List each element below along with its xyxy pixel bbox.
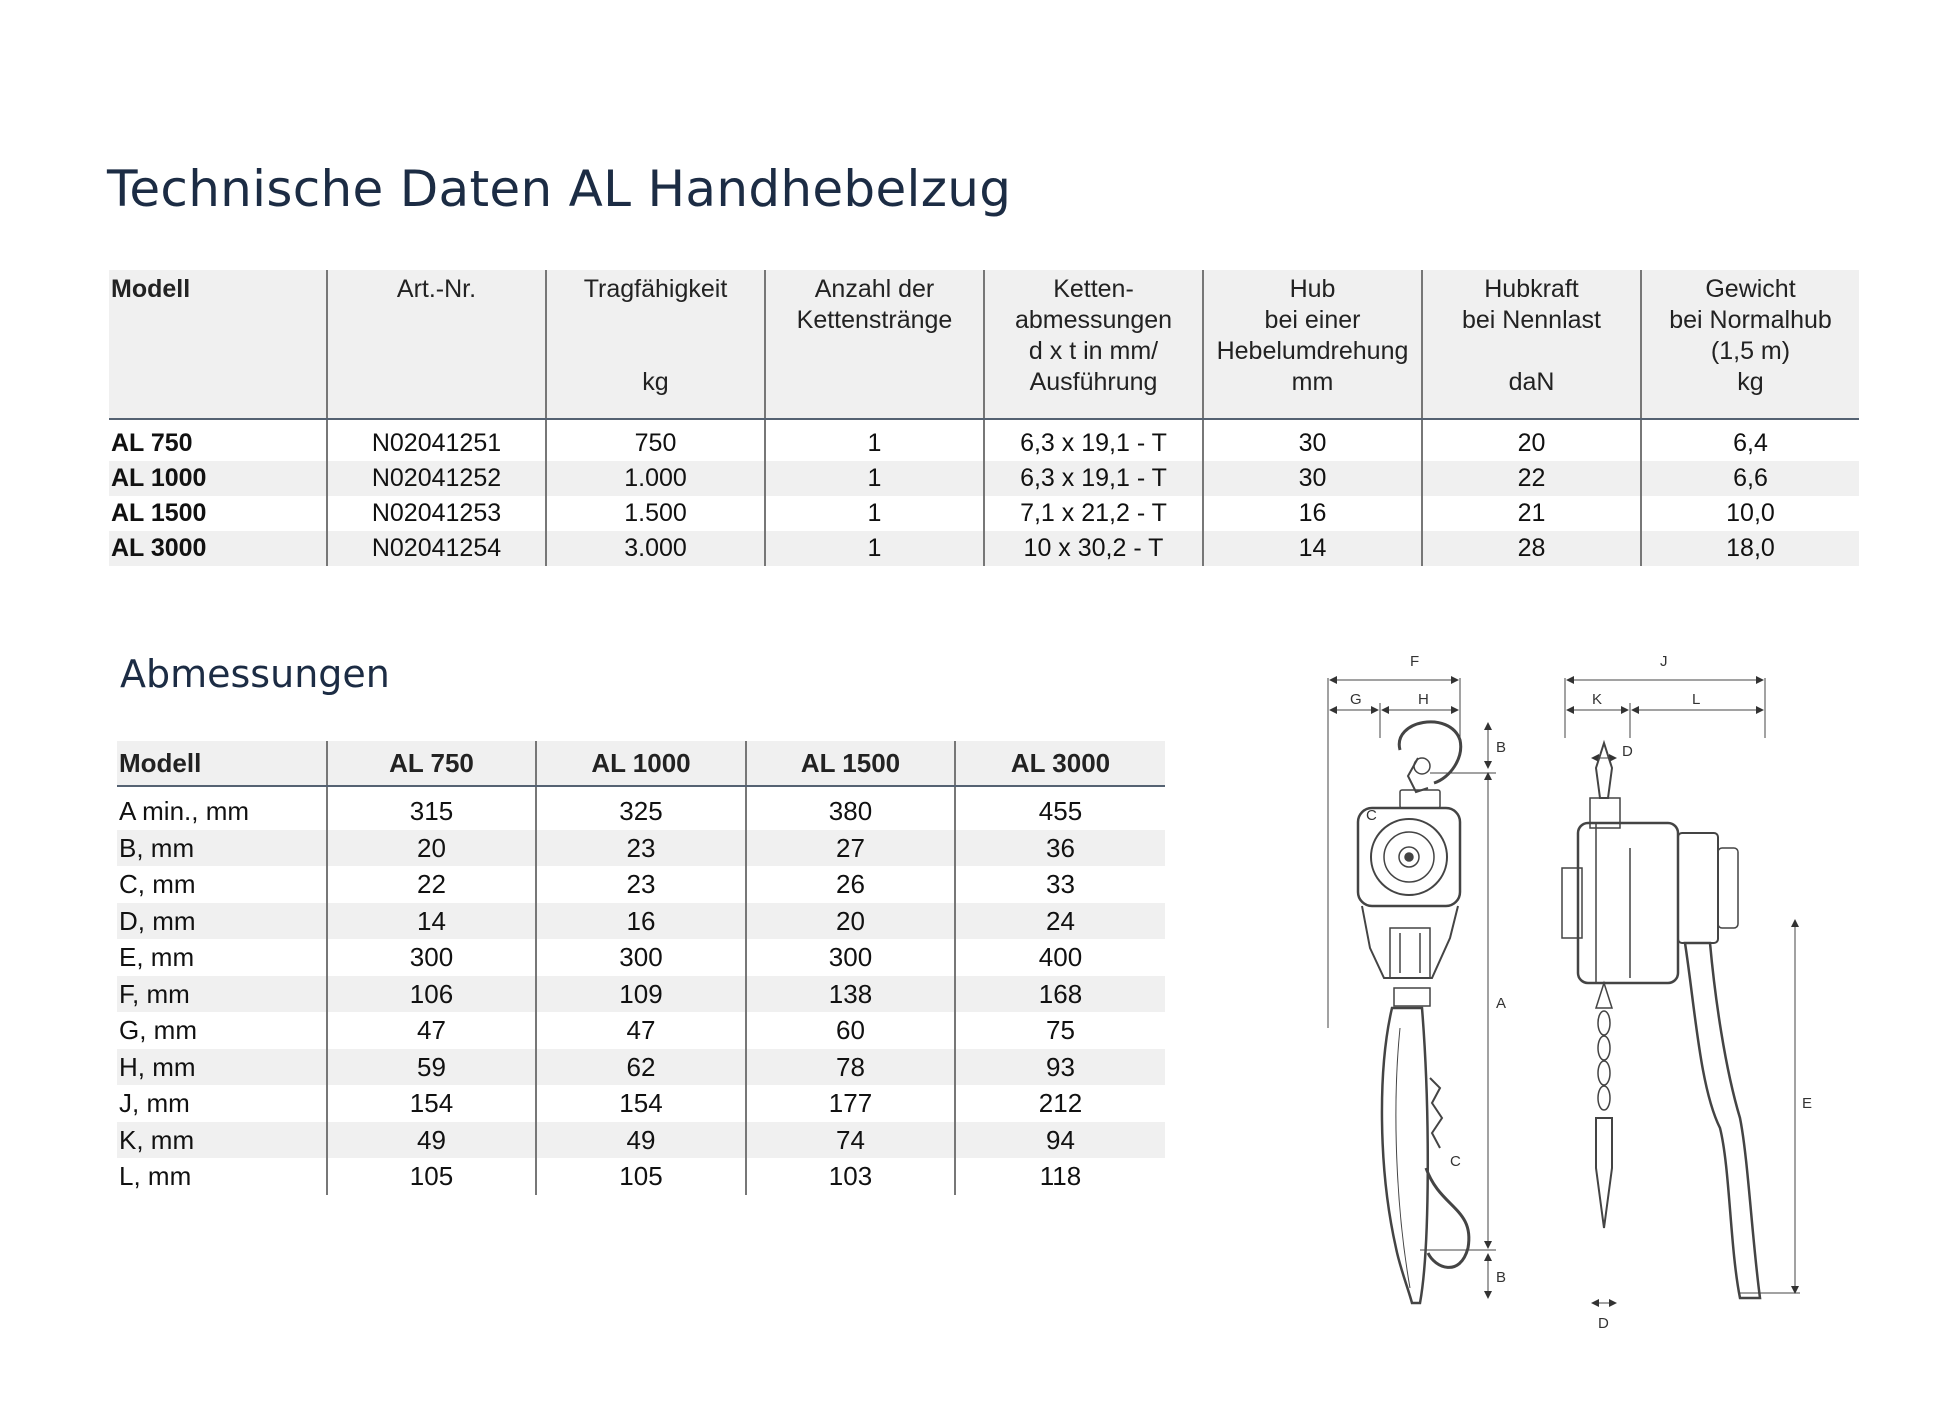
label-D-top: D [1622,743,1633,760]
label-E: E [1802,1095,1813,1112]
table-cell: 400 [955,939,1165,976]
dimension-label-cell: C, mm [119,869,196,900]
table-cell: 300 [536,939,746,976]
table-cell: 78 [746,1049,955,1086]
table-row [117,1158,1165,1195]
table-cell: 10,0 [1641,496,1859,531]
table-cell: 14 [1203,531,1422,566]
table-cell: 74 [746,1122,955,1159]
column-header [546,270,765,419]
column-header-line: d x t in mm/ [1028,337,1159,365]
table-cell: 20 [1422,419,1641,461]
dimension-label-cell: B, mm [117,830,327,867]
table-cell: 212 [955,1085,1165,1122]
column-header: Modell [117,741,327,786]
column-header-line: Gewicht [1705,275,1796,303]
table-row [117,1122,1165,1159]
table-body [117,786,1165,1195]
table-row [117,903,1165,940]
column-header-line: bei Nennlast [1462,306,1601,334]
table-cell: 16 [536,903,746,940]
column-unit: mm [1291,368,1334,396]
column-header [1422,270,1641,419]
table-cell: 103 [746,1158,955,1195]
table-cell: 118 [955,1158,1165,1195]
column-header-line: Ketten- [1053,275,1134,303]
label-J: J [1660,653,1668,670]
table-cell: 20 [327,830,536,867]
column-header-line: (1,5 m) [1710,337,1791,365]
column-header-line: Tragfähigkeit [583,275,728,303]
model-cell: AL 1500 [111,499,207,527]
table-cell: N02041252 [327,461,546,496]
table-cell: 6,4 [1641,419,1859,461]
table-cell: 49 [536,1122,746,1159]
table-cell: 22 [1422,461,1641,496]
table-cell: 30 [1203,461,1422,496]
table-cell: 49 [327,1122,536,1159]
column-header-line: Anzahl der [814,275,935,303]
column-header-line: Kettenstränge [796,306,953,334]
table-cell: 22 [327,866,536,903]
table-cell: 1 [765,461,984,496]
table-cell: 325 [536,786,746,830]
table-cell: 380 [746,786,955,830]
table-cell: 3.000 [546,531,765,566]
hoist-dimension-drawing [1300,648,1820,1348]
table-cell: 47 [536,1012,746,1049]
table-cell: 106 [327,976,536,1013]
dimension-label-cell: K, mm [117,1122,327,1159]
label-C-bottom: C [1450,1153,1461,1170]
table-cell: 33 [955,866,1165,903]
column-header: AL 1500 [746,741,955,786]
label-A: A [1496,995,1507,1012]
table-cell: 6,3 x 19,1 - T [984,461,1203,496]
table-cell: 1.500 [546,496,765,531]
table-cell: 6,3 x 19,1 - T [984,419,1203,461]
table-cell: 6,6 [1641,461,1859,496]
dimension-label-cell: D, mm [117,903,327,940]
column-header [327,270,546,419]
technical-data-table [109,270,1859,566]
table-cell: 30 [1203,419,1422,461]
column-header [1641,270,1859,419]
table-header-row [109,270,1859,419]
table-cell: 154 [536,1085,746,1122]
column-unit: kg [1737,368,1764,396]
table-cell: 20 [746,903,955,940]
table-cell: 21 [1422,496,1641,531]
table-row [109,419,1859,461]
table-cell: 94 [955,1122,1165,1159]
table-header-row [117,741,1165,786]
table-cell: 1 [765,419,984,461]
label-K: K [1592,691,1603,708]
table-row [117,1085,1165,1122]
table-cell: N02041251 [327,419,546,461]
column-header-line: Modell [111,275,191,303]
table-cell: 28 [1422,531,1641,566]
dimension-label-cell: J, mm [119,1088,190,1119]
table-cell: 300 [746,939,955,976]
column-header [765,270,984,419]
table-cell: 105 [536,1158,746,1195]
column-header [1203,270,1422,419]
table-row [109,531,1859,566]
label-C-top: C [1366,807,1377,824]
table-cell: 60 [746,1012,955,1049]
table-cell: 47 [327,1012,536,1049]
column-header-line: bei Normalhub [1669,306,1832,334]
column-header-line: Hubkraft [1484,275,1579,303]
column-header-line: Hebelumdrehung [1216,337,1409,365]
table-cell: 27 [746,830,955,867]
column-header: AL 3000 [955,741,1165,786]
dimension-label-cell: G, mm [119,1015,197,1046]
dimension-label-cell: F, mm [117,976,327,1013]
table-cell: 105 [327,1158,536,1195]
column-unit: daN [1508,368,1555,396]
table-cell: 750 [546,419,765,461]
table-cell: 14 [327,903,536,940]
table-row [117,1049,1165,1086]
column-header: AL 1000 [536,741,746,786]
label-L: L [1692,691,1701,708]
column-header-line: Art.-Nr. [396,275,477,303]
column-header-line: Hub [1289,275,1336,303]
column-header: AL 750 [327,741,536,786]
table-cell: 1 [765,531,984,566]
dimension-label-cell: E, mm [119,942,195,973]
dimensions-table [117,741,1165,1195]
dimension-label-cell: L, mm [119,1161,192,1192]
table-cell: 455 [955,786,1165,830]
table-cell: 315 [327,786,536,830]
table-cell: 75 [955,1012,1165,1049]
table-row [117,830,1165,867]
table-cell: 16 [1203,496,1422,531]
table-cell: 93 [955,1049,1165,1086]
table-cell: 1.000 [546,461,765,496]
table-cell: 59 [327,1049,536,1086]
column-header [109,270,327,419]
table-cell: 154 [327,1085,536,1122]
table-cell: 177 [746,1085,955,1122]
table-row [117,976,1165,1013]
table-cell: 26 [746,866,955,903]
page-title: Technische Daten AL Handhebelzug [107,160,1012,218]
column-header-line: abmessungen [1014,306,1173,334]
dimension-label-cell: H, mm [117,1049,327,1086]
table-cell: 23 [536,830,746,867]
table-body [109,419,1859,566]
column-header [984,270,1203,419]
column-unit: kg [642,368,669,396]
table-cell: 10 x 30,2 - T [984,531,1203,566]
label-B-top: B [1496,739,1507,756]
label-D-bottom: D [1598,1315,1609,1332]
section-title-dimensions: Abmessungen [120,652,390,696]
table-cell: 18,0 [1641,531,1859,566]
table-cell: 24 [955,903,1165,940]
table-cell: 7,1 x 21,2 - T [984,496,1203,531]
table-cell: 62 [536,1049,746,1086]
model-cell: AL 1000 [109,461,327,496]
label-B-bottom: B [1496,1269,1507,1286]
column-header-line: bei einer [1264,306,1361,334]
table-cell: 138 [746,976,955,1013]
table-row [117,939,1165,976]
table-cell: 23 [536,866,746,903]
model-cell: AL 3000 [109,531,327,566]
table-row [117,866,1165,903]
table-cell: 168 [955,976,1165,1013]
table-cell: 36 [955,830,1165,867]
table-row [117,786,1165,830]
label-F: F [1410,653,1420,670]
table-row [117,1012,1165,1049]
table-cell: N02041253 [327,496,546,531]
table-cell: 109 [536,976,746,1013]
table-cell: 300 [327,939,536,976]
table-cell: N02041254 [327,531,546,566]
label-G: G [1350,691,1362,708]
column-unit: Ausführung [1029,368,1158,396]
dimension-label-cell: A min., mm [119,796,250,827]
label-H: H [1418,691,1429,708]
model-cell: AL 750 [111,429,193,457]
table-row [109,461,1859,496]
table-row [109,496,1859,531]
table-cell: 1 [765,496,984,531]
